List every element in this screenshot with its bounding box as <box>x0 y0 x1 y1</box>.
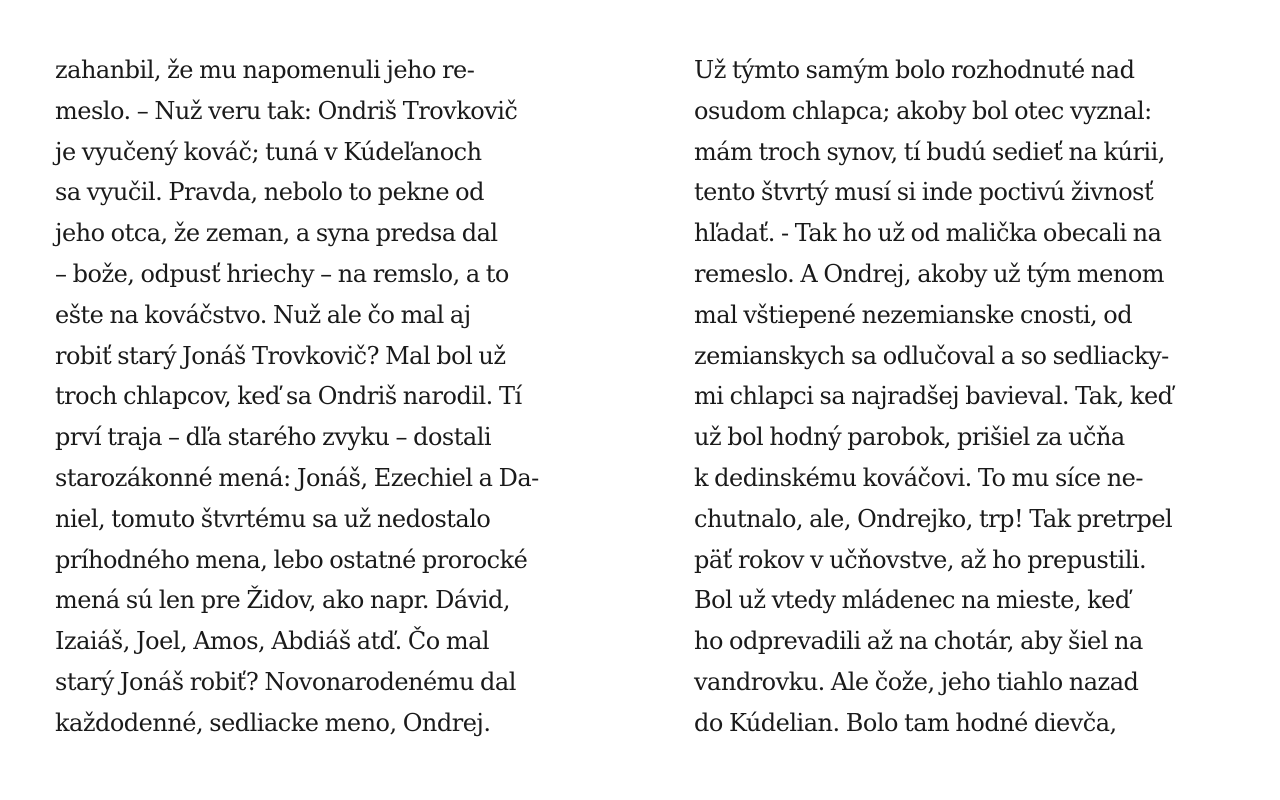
text-line: starozákonné mená: Jonáš, Ezechiel a Da- <box>55 463 539 492</box>
text-line: Izaiáš, Joel, Amos, Abdiáš atď. Čo mal <box>55 627 490 656</box>
text-line: ho odprevadili až na chotár, aby šiel na <box>694 627 1143 656</box>
text-line: troch chlapcov, keď sa Ondriš narodil. Tí <box>55 382 522 411</box>
text-line: päť rokov v učňovstve, až ho prepustili. <box>694 545 1147 574</box>
text-line: Už týmto samým bolo rozhodnuté nad <box>694 56 1135 84</box>
text-line: chutnalo, ale, Ondrejko, trp! Tak pretrpel <box>694 504 1173 533</box>
text-line: mená sú len pre Židov, ako napr. Dávid, <box>55 586 510 615</box>
text-line: mal vštiepené nezemianske cnosti, od <box>694 300 1133 329</box>
text-line: k dedinskému kováčovi. To mu síce ne- <box>694 463 1143 492</box>
text-line: prví traja – dľa starého zvyku – dostali <box>55 423 492 452</box>
text-line: osudom chlapca; akoby bol otec vyznal: <box>694 96 1152 125</box>
text-line: tento štvrtý musí si inde poctivú živnosť <box>694 178 1154 207</box>
text-line: niel, tomuto štvrtému sa už nedostalo <box>55 504 491 533</box>
text-line: – bože, odpusť hriechy – na remslo, a to <box>55 259 509 288</box>
text-line: príhodného mena, lebo ostatné prorocké <box>55 545 528 574</box>
text-line: vandrovku. Ale čože, jeho tiahlo nazad <box>694 667 1139 696</box>
text-line: starý Jonáš robiť? Novonarodenému dal <box>55 667 516 696</box>
text-line: do Kúdelian. Bolo tam hodné dievča, <box>694 708 1117 737</box>
text-line: remeslo. A Ondrej, akoby už tým menom <box>694 259 1165 288</box>
text-line: ešte na kováčstvo. Nuž ale čo mal aj <box>55 300 471 329</box>
text-line: Bol už vtedy mládenec na mieste, keď <box>694 586 1130 615</box>
text-line: je vyučený kováč; tuná v Kúdeľanoch <box>55 137 482 166</box>
left-page-text <box>55 50 615 744</box>
right-page-text <box>694 50 1254 744</box>
text-line: zemianskych sa odlučoval a so sedliacky- <box>694 341 1169 370</box>
text-line: hľadať. - Tak ho už od malička obecali na <box>694 219 1162 248</box>
text-line: už bol hodný parobok, prišiel za učňa <box>694 423 1125 452</box>
text-line: mi chlapci sa najradšej bavieval. Tak, keď <box>694 382 1173 411</box>
text-line: robiť starý Jonáš Trovkovič? Mal bol už <box>55 341 506 370</box>
text-line: meslo. – Nuž veru tak: Ondriš Trovkovič <box>55 96 518 125</box>
text-line: každodenné, sedliacke meno, Ondrej. <box>55 708 491 737</box>
text-line: mám troch synov, tí budú sedieť na kúrii, <box>694 137 1165 166</box>
text-line: jeho otca, že zeman, a syna predsa dal <box>55 219 498 248</box>
text-line: zahanbil, že mu napomenuli jeho re- <box>55 56 475 84</box>
text-line: sa vyučil. Pravda, nebolo to pekne od <box>55 178 484 207</box>
